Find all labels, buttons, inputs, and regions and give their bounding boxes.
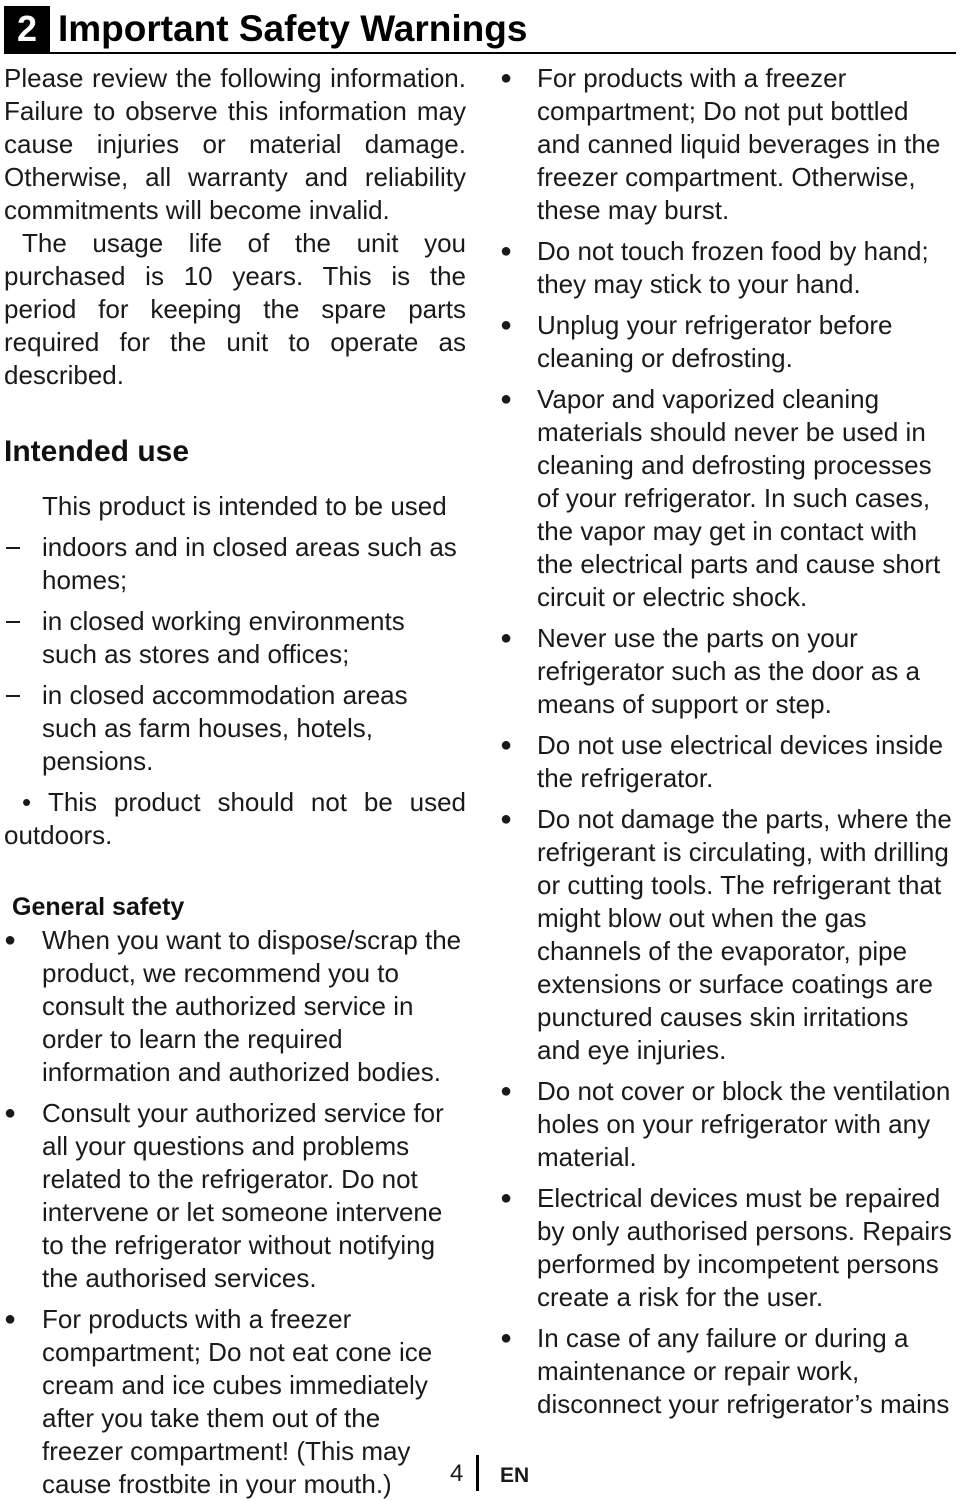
bullet-marker: ●	[499, 1080, 513, 1102]
dash-marker	[4, 531, 34, 564]
outdoor-note	[4, 786, 466, 852]
intended-use-item-text: in closed working environments such as stores and offices;	[42, 606, 405, 669]
bullet-marker: ●	[499, 388, 513, 410]
bullet-marker: ●	[499, 67, 513, 89]
safety-item-text: Vapor and vaporized cleaning materials should never be used in cleaning and defrosting processes of your refrigerator. In such cases, the vapor may get in contact with the electrical parts and cause short circuit or electric shock.	[537, 384, 941, 612]
intended-use-item-text: indoors and in closed areas such as homes;	[42, 532, 457, 595]
safety-item-text: Do not touch frozen food by hand; they may stick to your hand.	[537, 236, 929, 299]
bullet-marker: ●	[499, 627, 513, 649]
safety-item-text: In case of any failure or during a maintenance or repair work, disconnect your refrigerator’s mains	[537, 1323, 950, 1419]
intended-use-item-text: in closed accommodation areas such as farm houses, hotels, pensions.	[42, 680, 408, 776]
safety-item-text: Electrical devices must be repaired by only authorised persons. Repairs performed by incompetent persons create a risk for the user.	[537, 1183, 952, 1312]
bullet-marker: ●	[4, 1102, 17, 1124]
intro-paragraph-2: The usage life of the unit you purchased is 10 years. This is the period for keeping the spare parts required for the unit to operate as described.	[4, 228, 466, 390]
bullet-marker: ●	[499, 314, 513, 336]
safety-item	[496, 1075, 954, 1174]
bullet-marker: ●	[499, 808, 513, 830]
outdoor-note-text: This product should not be used outdoors.	[4, 787, 466, 850]
bullet-marker: •	[22, 787, 48, 817]
language-code: EN	[500, 1464, 530, 1487]
chapter-number: 2	[4, 6, 50, 52]
intended-use-item	[4, 531, 466, 597]
right-column	[496, 62, 954, 1421]
bullet-marker: ●	[499, 734, 513, 756]
safety-item	[496, 1322, 954, 1421]
bullet-marker: ●	[499, 1187, 513, 1209]
safety-item-text: For products with a freezer compartment; Do not put bottled and canned liquid beverages in the freezer compartment. Otherwise, these may burst.	[537, 63, 941, 225]
general-safety-list-left	[4, 924, 466, 1501]
page-footer	[0, 1455, 960, 1495]
chapter-header	[4, 6, 956, 54]
footer-divider	[476, 1455, 479, 1491]
safety-item	[496, 235, 954, 301]
intended-use-item	[4, 679, 466, 778]
safety-item	[496, 1182, 954, 1314]
intended-use-item	[4, 605, 466, 671]
safety-item	[4, 1097, 466, 1295]
safety-item	[496, 622, 954, 721]
dash-marker	[4, 679, 34, 712]
bullet-marker: ●	[4, 929, 17, 951]
safety-item-text: Never use the parts on your refrigerator such as the door as a means of support or step.	[537, 623, 920, 719]
safety-item-text: Consult your authorized service for all your questions and problems related to the refrigerator. Do not intervene or let someone intervene to the refrigerator without notifying the authorised services.	[42, 1098, 444, 1293]
safety-item-text: Unplug your refrigerator before cleaning or defrosting.	[537, 310, 893, 373]
bullet-marker: ●	[499, 240, 513, 262]
intended-use-intro: This product is intended to be used	[42, 491, 447, 521]
safety-item-text: Do not use electrical devices inside the refrigerator.	[537, 730, 944, 793]
safety-item-text: When you want to dispose/scrap the product, we recommend you to consult the authorized service in order to learn the required information and authorized bodies.	[42, 925, 462, 1087]
safety-item-text: Do not cover or block the ventilation holes on your refrigerator with any material.	[537, 1076, 951, 1172]
safety-item	[496, 309, 954, 375]
dash-marker	[4, 605, 34, 638]
page-number: 4	[450, 1460, 464, 1487]
intended-use-heading: Intended use	[4, 435, 190, 468]
safety-item	[496, 729, 954, 795]
safety-item	[496, 383, 954, 614]
bullet-marker: ●	[4, 1308, 17, 1330]
safety-item-text: Do not damage the parts, where the refrigerant is circulating, with drilling or cutting tools. The refrigerant that might blow out when the gas channels of the evaporator, pipe extensions or surface coatings are punctured causes skin irritations and eye injuries.	[537, 804, 952, 1065]
general-safety-heading: General safety	[12, 893, 185, 921]
bullet-marker: ●	[499, 1327, 513, 1349]
intro-paragraph-1: Please review the following information. Failure to observe this information may cause injuries or material damage. Otherwise, all warranty and reliability commitments will become invalid.	[4, 63, 466, 225]
left-column	[4, 62, 466, 1501]
safety-item	[4, 924, 466, 1089]
safety-item	[496, 803, 954, 1067]
safety-item-text: For products with a freezer compartment; Do not eat cone ice cream and ice cubes immediately after you take them out of the freezer compartment! (This may cause frostbite in your mouth.)	[42, 1304, 433, 1499]
chapter-title: Important Safety Warnings	[58, 8, 528, 49]
safety-item	[496, 62, 954, 227]
